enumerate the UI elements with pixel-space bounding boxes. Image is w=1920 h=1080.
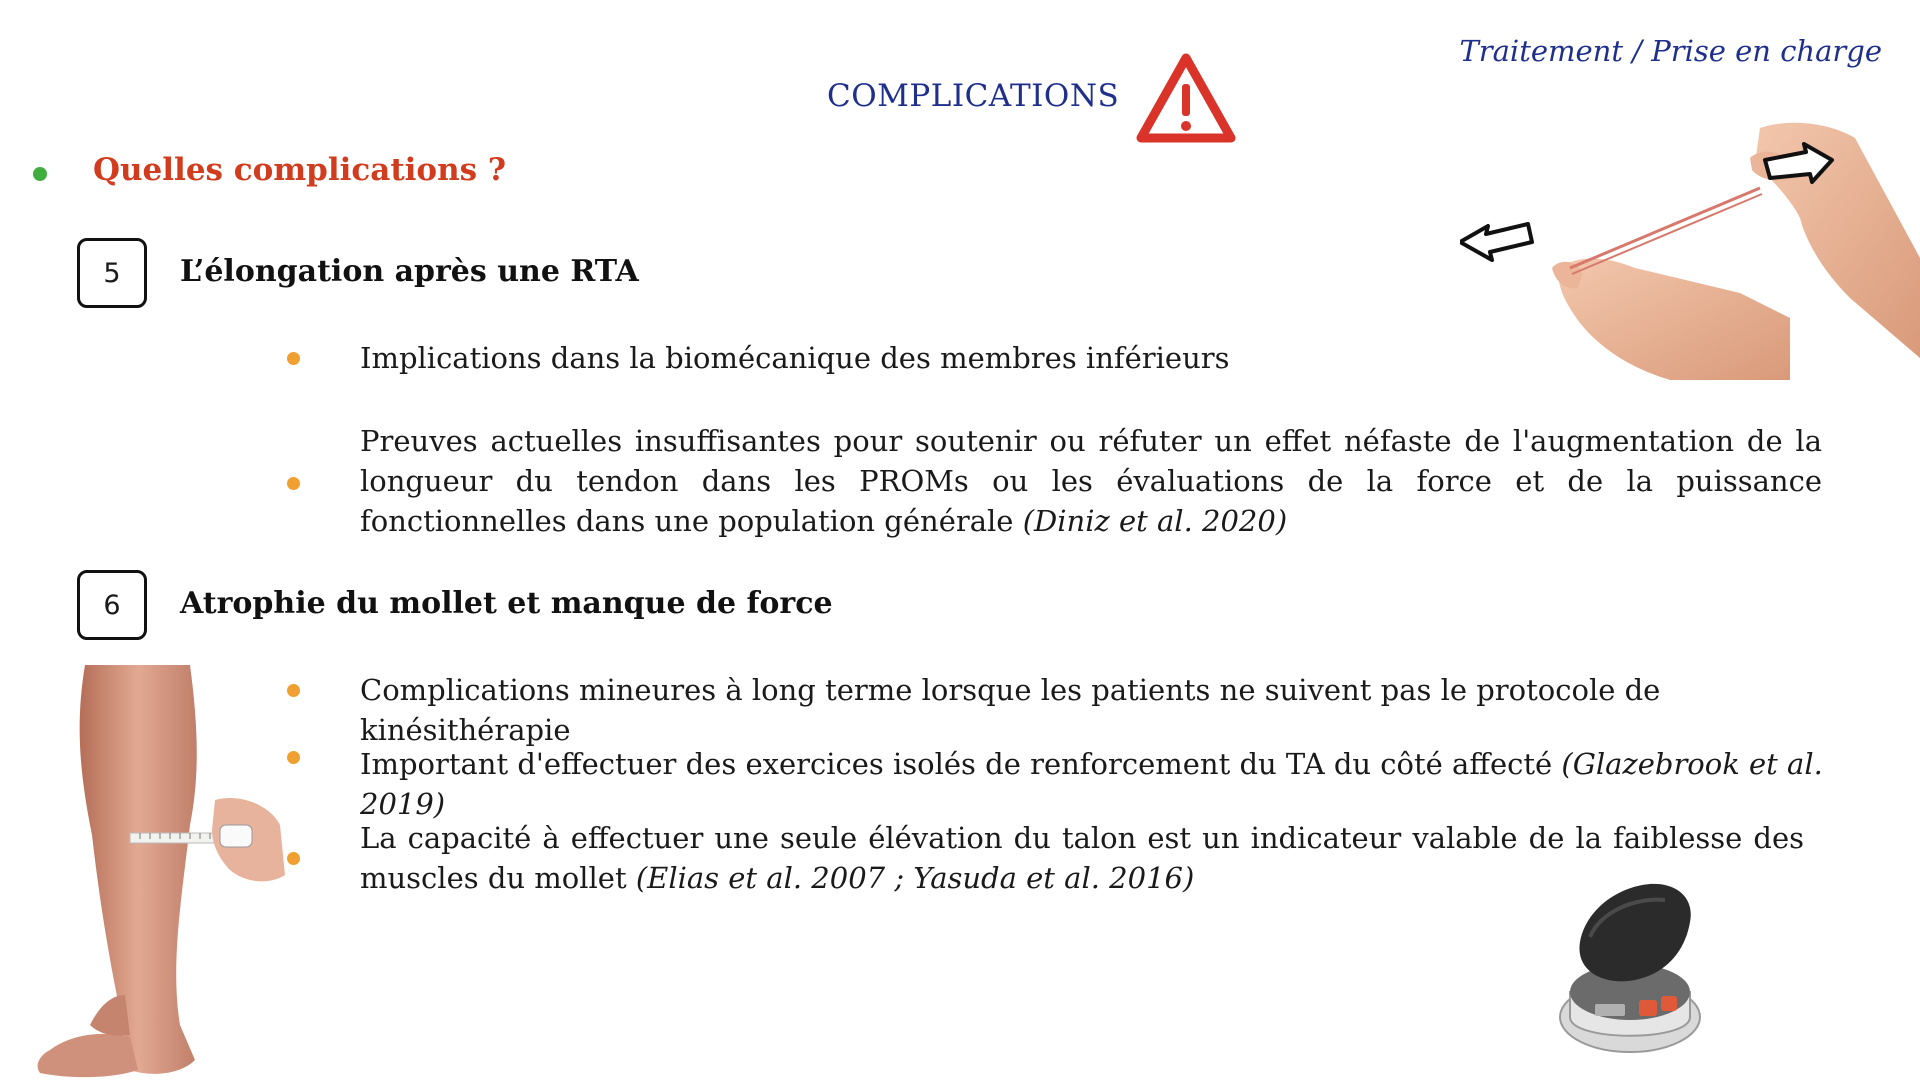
list-item-text: Important d'effectuer des exercices isolés de renforcement du TA du côté affecté	[360, 747, 1553, 781]
citation: (Elias et al. 2007 ; Yasuda et al. 2016)	[635, 861, 1195, 895]
calf-measurement-image	[30, 665, 295, 1080]
warning-triangle-icon	[1136, 52, 1236, 144]
list-item	[360, 670, 1830, 750]
dynamometer-image	[1555, 882, 1705, 1060]
section-tag: Traitement / Prise en charge	[1459, 34, 1882, 68]
section-title: L’élongation après une RTA	[180, 254, 639, 289]
list-bullet	[287, 352, 300, 365]
list-item-text: La capacité à effectuer une seule élévation du talon est un indicateur valable de la faiblesse des muscles du mollet	[360, 821, 1804, 895]
question-heading: Quelles complications ?	[93, 152, 507, 188]
list-bullet	[287, 477, 300, 490]
list-item-text: Preuves actuelles insuffisantes pour soutenir ou réfuter un effet néfaste de l'augmentation de la longueur du tendon dans les PROMs ou les évaluations de la force et de la puissance fonctionnelles dans une population générale	[360, 424, 1822, 538]
section-number-box	[77, 570, 147, 640]
section-number-box	[77, 238, 147, 308]
page-title: COMPLICATIONS	[827, 78, 1120, 114]
question-bullet	[33, 167, 47, 181]
citation: (Glazebrook et al. 2019)	[360, 747, 1823, 821]
list-item	[360, 744, 1830, 824]
section-title: Atrophie du mollet et manque de force	[180, 586, 833, 621]
section-number: 6	[103, 589, 121, 621]
section-number: 5	[103, 257, 121, 289]
list-item	[360, 421, 1822, 541]
list-item-text: Implications dans la biomécanique des membres inférieurs	[360, 341, 1230, 375]
stretching-band-image	[1460, 118, 1920, 380]
list-item-text: Complications mineures à long terme lorsque les patients ne suivent pas le protocole de kinésithérapie	[360, 673, 1661, 747]
citation: (Diniz et al. 2020)	[1022, 504, 1288, 538]
